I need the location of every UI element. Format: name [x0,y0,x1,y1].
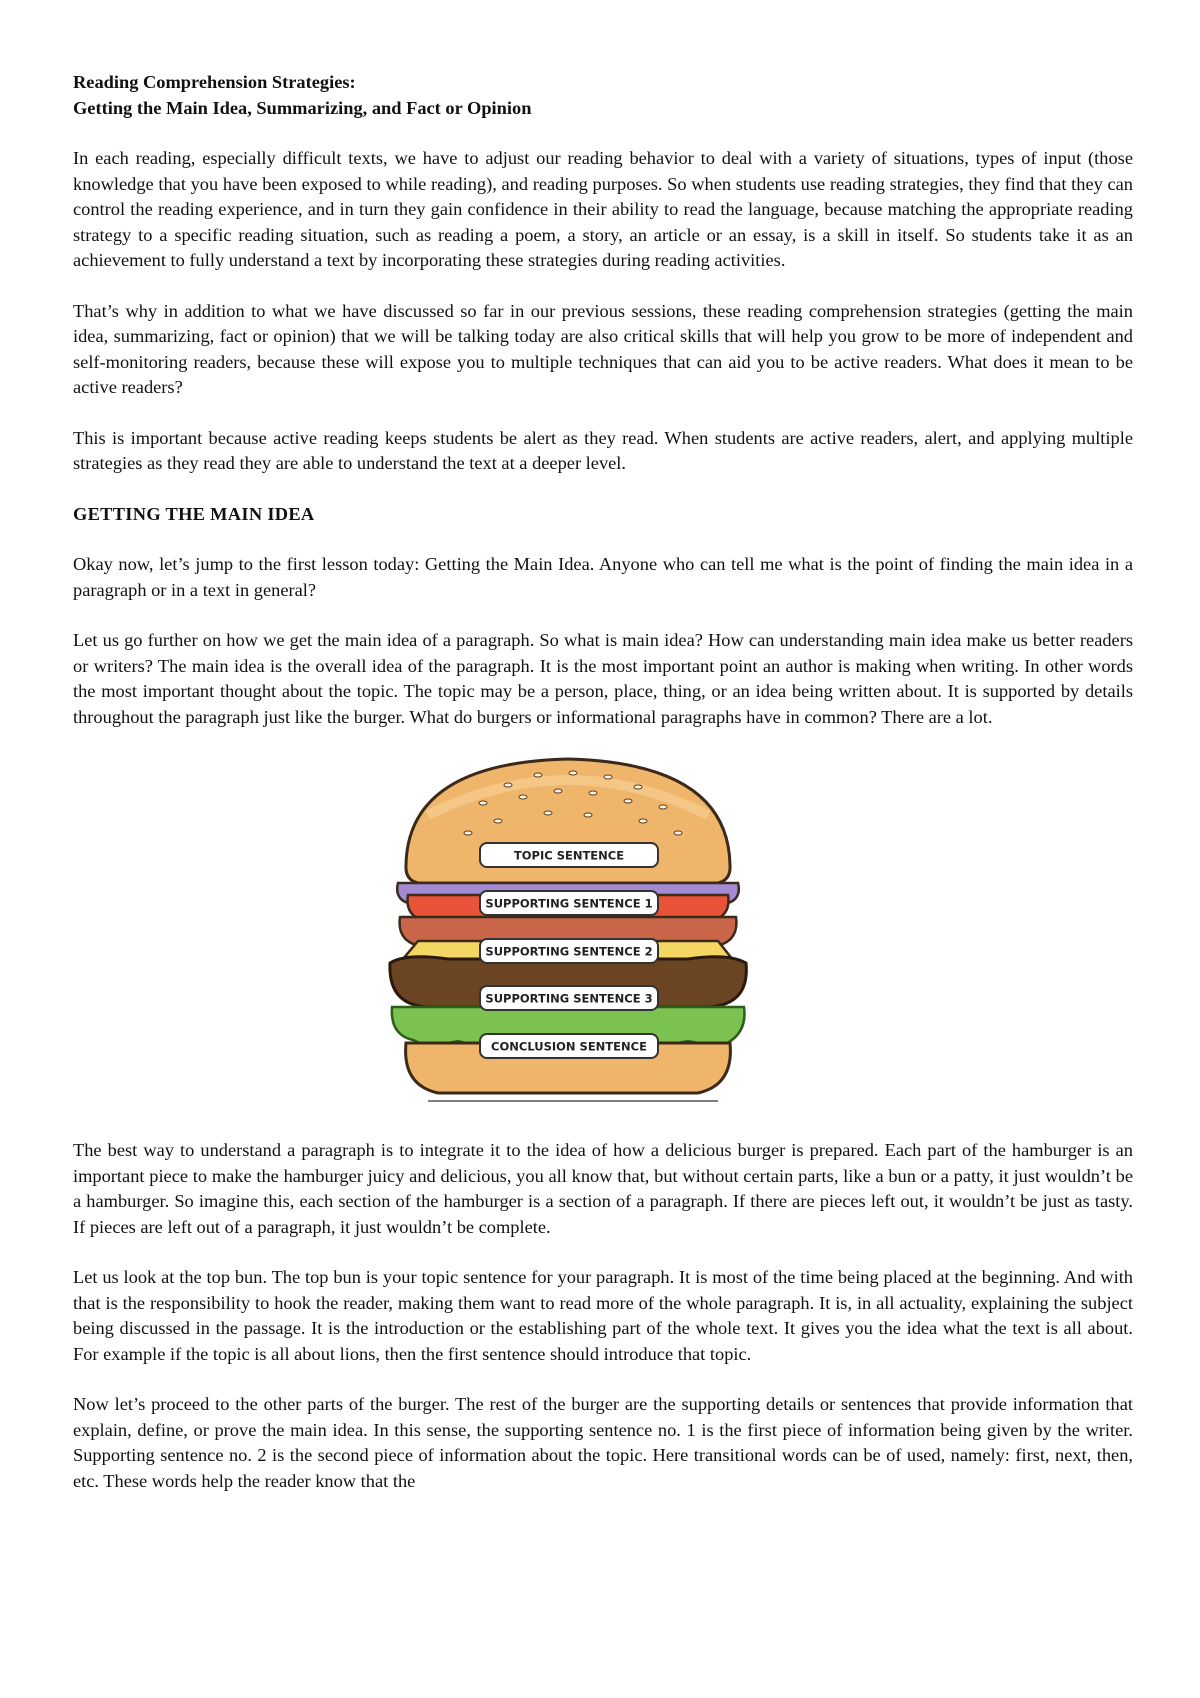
label-topic-text: TOPIC SENTENCE [513,848,625,863]
label-supporting-3 [480,986,658,1010]
label-conclusion [480,1034,658,1058]
title-line-2: Getting the Main Idea, Summarizing, and Fact or Opinion [73,97,532,118]
after-paragraph-1: The best way to understand a paragraph is to integrate it to the idea of how a delicious burger is prepared. Each part of the hamburger is an important piece to make the hamburger juicy and delicious, you all know that, but without certain parts, like a bun or a patty, it just wouldn’t be a hamburger. So imagine this, each section of the hamburger is a section of a paragraph. If there are pieces left out, it wouldn’t be just as tasty. If pieces are left out of a paragraph, it just wouldn’t be complete. [73,1140,1133,1237]
burger-illustration [388,755,748,1115]
intro-paragraph-1: In each reading, especially difficult texts, we have to adjust our reading behavior to deal with a variety of situations, types of input (those knowledge that you have been exposed to while reading), and reading purposes. So when students use reading strategies, they find that they can control the reading experience, and in turn they gain confidence in their ability to read the language, because matching the appropriate reading strategy to a specific reading situation, such as reading a poem, a story, an article or an essay, is a skill in itself. So students take it as an achievement to fully understand a text by incorporating these strategies during reading activities. [73,148,1133,270]
label-supporting-1 [480,891,658,915]
after-paragraph-3: Now let’s proceed to the other parts of the burger. The rest of the burger are the supporting details or sentences that provide information that explain, define, or prove the main idea. In this sense, the supporting sentence no. 1 is the first piece of information being given by the writer. Supporting sentence no. 2 is the second piece of information about the topic. Here transitional words can be of used, namely: first, next, then, etc. These words help the reader know that the [73,1394,1133,1491]
label-conclusion-text: CONCLUSION SENTENCE [491,1039,647,1054]
intro-paragraph-2: That’s why in addition to what we have discussed so far in our previous sessions, these reading comprehension strategies (getting the main idea, summarizing, fact or opinion) that we will be talking today are also critical skills that will help you grow to be more of independent and self-monitoring readers, because these will expose you to multiple techniques that can aid you to be active readers. What does it mean to be active readers? [73,300,1133,397]
intro-paragraph-3: This is important because active reading keeps students be alert as they read. When students are active readers, alert, and applying multiple strategies as they read they are able to understand the text at a deeper level. [73,427,1133,473]
title-line-1: Reading Comprehension Strategies: [73,72,356,92]
section-paragraph-2: Let us go further on how we get the main idea of a paragraph. So what is main idea? How can understanding main idea make us better readers or writers? The main idea is the overall idea of the paragraph. It is the most important point an author is making when writing. In other words the most important thought about the topic. The topic may be a person, place, thing, or an idea being written about. It is supported by details throughout the paragraph just like the burger. What do burgers or informational paragraphs have in common? There are a lot. [73,630,1133,727]
label-supporting-3-text: SUPPORTING SENTENCE 3 [485,991,653,1006]
label-supporting-2-text: SUPPORTING SENTENCE 2 [485,944,653,959]
section-paragraph-1: Okay now, let’s jump to the first lesson today: Getting the Main Idea. Anyone who can tell me what is the point of finding the main idea in a paragraph or in a text in general? [73,554,1133,600]
document-title [73,70,1133,121]
burger-figure [73,755,1133,1120]
label-topic [480,843,658,867]
document-page [73,70,1133,1519]
label-supporting-1-text: SUPPORTING SENTENCE 1 [485,896,653,911]
section-heading: GETTING THE MAIN IDEA [73,503,315,524]
label-supporting-2 [480,939,658,963]
after-paragraph-2: Let us look at the top bun. The top bun is your topic sentence for your paragraph. It is most of the time being placed at the beginning. And with that is the responsibility to hook the reader, making them want to read more of the whole paragraph. It is, in all actuality, explaining the subject being discussed in the passage. It is the introduction or the establishing part of the whole text. It gives you the idea what the text is all about. For example if the topic is all about lions, then the first sentence should introduce that topic. [73,1267,1133,1364]
